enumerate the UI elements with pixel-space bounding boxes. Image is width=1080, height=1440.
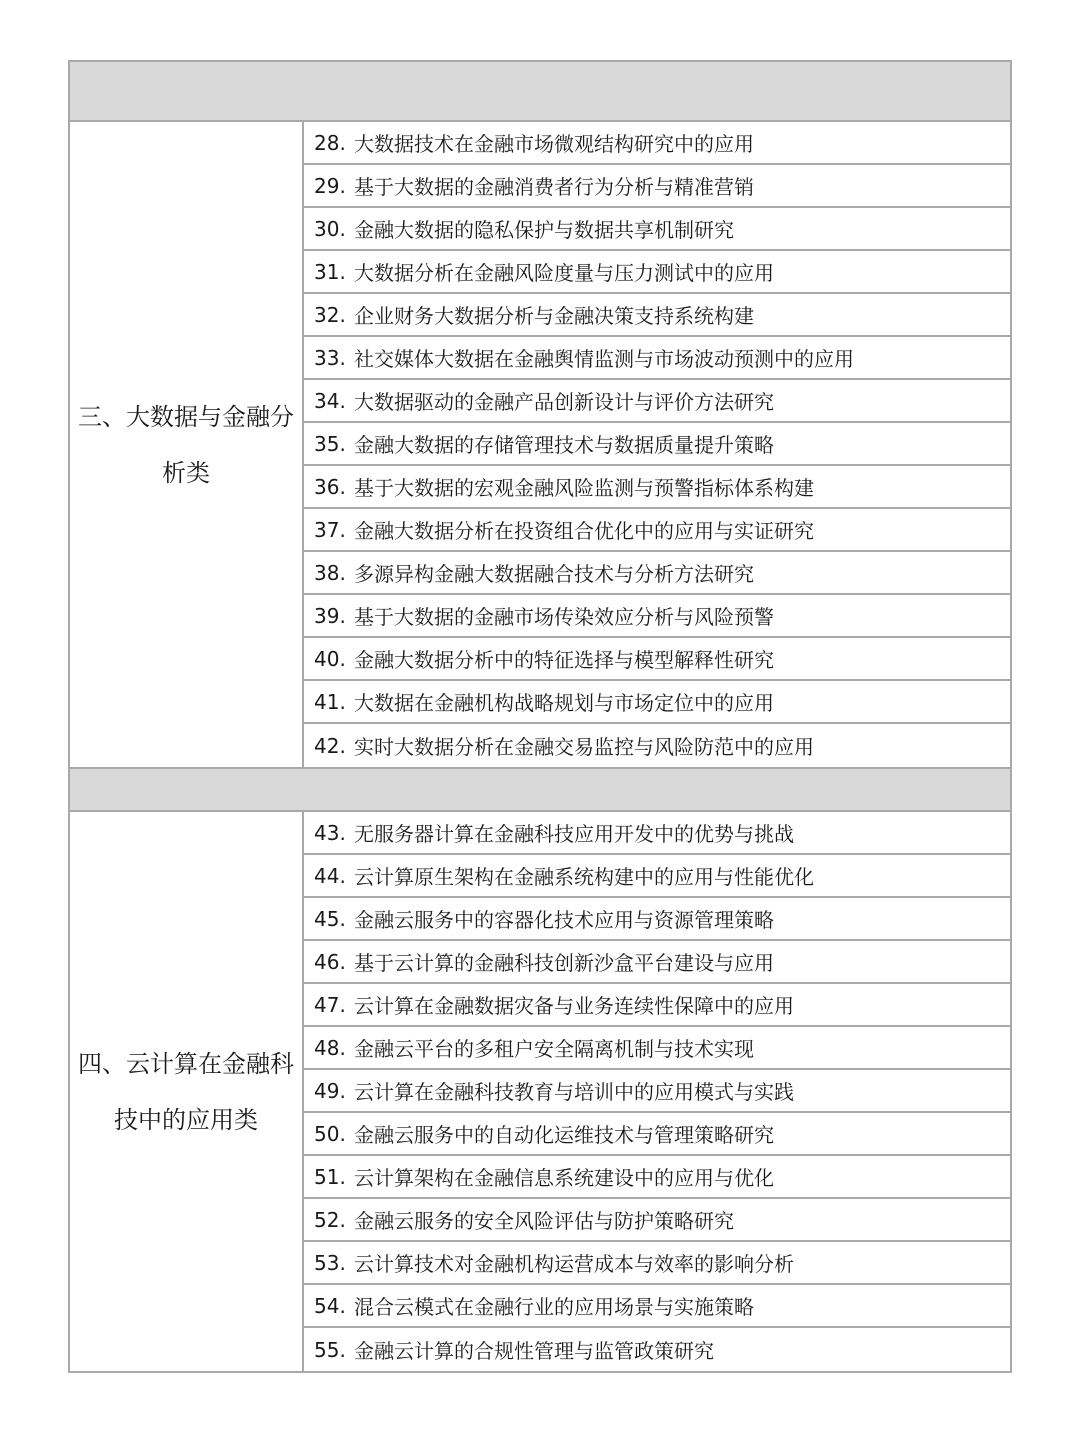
- topic-number: 47.: [314, 992, 346, 1017]
- topic-title: 金融云服务的安全风险评估与防护策略研究: [354, 1209, 734, 1233]
- category-label: 四、云计算在金融科技中的应用类: [78, 1049, 294, 1134]
- topic-row: [304, 1027, 1010, 1070]
- topic-row: [304, 251, 1010, 294]
- topic-title: 金融云服务中的自动化运维技术与管理策略研究: [354, 1123, 774, 1147]
- topic-title: 实时大数据分析在金融交易监控与风险防范中的应用: [354, 735, 814, 759]
- topic-number: 54.: [314, 1293, 346, 1318]
- topic-title: 云计算原生架构在金融系统构建中的应用与性能优化: [354, 865, 814, 889]
- topic-row: [304, 681, 1010, 724]
- topic-title: 混合云模式在金融行业的应用场景与实施策略: [354, 1295, 754, 1319]
- topic-number: 46.: [314, 949, 346, 974]
- topic-title: 大数据驱动的金融产品创新设计与评价方法研究: [354, 390, 774, 414]
- topic-number: 37.: [314, 517, 346, 542]
- topic-number: 31.: [314, 259, 346, 284]
- topic-title: 基于大数据的金融市场传染效应分析与风险预警: [354, 605, 774, 629]
- topic-list: [304, 122, 1010, 767]
- category-cell: [70, 122, 304, 767]
- topic-number: 51.: [314, 1164, 346, 1189]
- topic-number: 38.: [314, 560, 346, 585]
- topic-number: 35.: [314, 431, 346, 456]
- topic-number: 30.: [314, 216, 346, 241]
- topic-number: 29.: [314, 173, 346, 198]
- topic-row: [304, 1328, 1010, 1371]
- topic-number: 40.: [314, 646, 346, 671]
- topic-title: 云计算技术对金融机构运营成本与效率的影响分析: [354, 1252, 794, 1276]
- topic-row: [304, 1242, 1010, 1285]
- topic-row: [304, 1156, 1010, 1199]
- topic-title: 社交媒体大数据在金融舆情监测与市场波动预测中的应用: [354, 347, 854, 371]
- topic-row: [304, 898, 1010, 941]
- topic-title: 金融大数据的存储管理技术与数据质量提升策略: [354, 433, 774, 457]
- topic-number: 39.: [314, 603, 346, 628]
- topic-row: [304, 595, 1010, 638]
- topic-table: [68, 60, 1012, 1373]
- section-big-data: [70, 122, 1010, 769]
- topic-number: 48.: [314, 1035, 346, 1060]
- topic-title: 金融大数据分析中的特征选择与模型解释性研究: [354, 648, 774, 672]
- topic-row: [304, 466, 1010, 509]
- topic-title: 云计算在金融科技教育与培训中的应用模式与实践: [354, 1080, 794, 1104]
- topic-title: 基于大数据的金融消费者行为分析与精准营销: [354, 175, 754, 199]
- topic-title: 基于云计算的金融科技创新沙盒平台建设与应用: [354, 951, 774, 975]
- topic-row: [304, 294, 1010, 337]
- topic-number: 43.: [314, 820, 346, 845]
- category-label: 三、大数据与金融分析类: [78, 402, 294, 487]
- topic-number: 50.: [314, 1121, 346, 1146]
- topic-title: 金融云服务中的容器化技术应用与资源管理策略: [354, 908, 774, 932]
- topic-number: 52.: [314, 1207, 346, 1232]
- topic-row: [304, 812, 1010, 855]
- topic-title: 多源异构金融大数据融合技术与分析方法研究: [354, 562, 754, 586]
- topic-number: 41.: [314, 689, 346, 714]
- topic-number: 34.: [314, 388, 346, 413]
- topic-row: [304, 855, 1010, 898]
- topic-number: 49.: [314, 1078, 346, 1103]
- topic-number: 32.: [314, 302, 346, 327]
- topic-row: [304, 552, 1010, 595]
- topic-title: 金融云计算的合规性管理与监管政策研究: [354, 1339, 714, 1363]
- topic-number: 55.: [314, 1337, 346, 1362]
- topic-row: [304, 165, 1010, 208]
- topic-number: 36.: [314, 474, 346, 499]
- topic-number: 53.: [314, 1250, 346, 1275]
- topic-row: [304, 1285, 1010, 1328]
- topic-row: [304, 208, 1010, 251]
- topic-title: 金融云平台的多租户安全隔离机制与技术实现: [354, 1037, 754, 1061]
- topic-number: 44.: [314, 863, 346, 888]
- topic-row: [304, 1113, 1010, 1156]
- topic-title: 云计算在金融数据灾备与业务连续性保障中的应用: [354, 994, 794, 1018]
- section-cloud-computing: [70, 812, 1010, 1371]
- topic-row: [304, 423, 1010, 466]
- topic-row: [304, 941, 1010, 984]
- topic-number: 42.: [314, 733, 346, 758]
- topic-row: [304, 509, 1010, 552]
- topic-title: 基于大数据的宏观金融风险监测与预警指标体系构建: [354, 476, 814, 500]
- topic-title: 云计算架构在金融信息系统建设中的应用与优化: [354, 1166, 774, 1190]
- category-cell: [70, 812, 304, 1371]
- topic-row: [304, 380, 1010, 423]
- topic-row: [304, 1070, 1010, 1113]
- topic-row: [304, 337, 1010, 380]
- topic-title: 大数据技术在金融市场微观结构研究中的应用: [354, 132, 754, 156]
- topic-row: [304, 1199, 1010, 1242]
- topic-row: [304, 122, 1010, 165]
- separator-band: [70, 769, 1010, 812]
- topic-list: [304, 812, 1010, 1371]
- topic-title: 企业财务大数据分析与金融决策支持系统构建: [354, 304, 754, 328]
- topic-row: [304, 724, 1010, 767]
- topic-title: 金融大数据分析在投资组合优化中的应用与实证研究: [354, 519, 814, 543]
- topic-row: [304, 638, 1010, 681]
- header-band: [70, 62, 1010, 122]
- topic-row: [304, 984, 1010, 1027]
- topic-title: 大数据分析在金融风险度量与压力测试中的应用: [354, 261, 774, 285]
- topic-title: 无服务器计算在金融科技应用开发中的优势与挑战: [354, 822, 794, 846]
- topic-number: 28.: [314, 130, 346, 155]
- topic-number: 45.: [314, 906, 346, 931]
- topic-number: 33.: [314, 345, 346, 370]
- topic-title: 金融大数据的隐私保护与数据共享机制研究: [354, 218, 734, 242]
- topic-title: 大数据在金融机构战略规划与市场定位中的应用: [354, 691, 774, 715]
